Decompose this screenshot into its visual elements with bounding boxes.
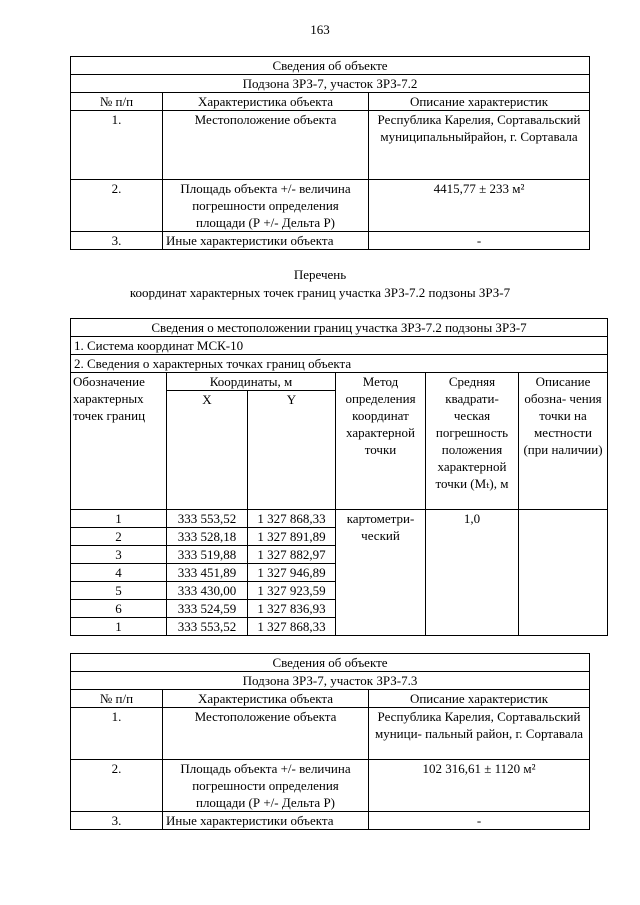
page-number: 163 bbox=[310, 22, 330, 37]
point-number: 4 bbox=[71, 564, 167, 582]
row-characteristic: Площадь объекта +/- величина погрешности определения площади (Р +/- Дельта Р) bbox=[163, 180, 369, 232]
method-value: картометри- ческий bbox=[336, 510, 426, 636]
table-row bbox=[71, 180, 590, 232]
header-number: № п/п bbox=[71, 690, 163, 708]
row-description: 4415,77 ± 233 м² bbox=[369, 180, 590, 232]
point-number: 1 bbox=[71, 510, 167, 528]
row-number: 3. bbox=[71, 812, 163, 830]
description-value bbox=[519, 510, 608, 636]
table-row bbox=[71, 708, 590, 760]
row-description: Республика Карелия, Сортавальский муници- пальный район, г. Сортавала bbox=[369, 708, 590, 760]
coordinates-title: Сведения о местоположении границ участка ЗРЗ-7.2 подзоны ЗРЗ-7 bbox=[71, 319, 608, 337]
list-title bbox=[0, 266, 640, 302]
row-characteristic: Площадь объекта +/- величина погрешности определения площади (Р +/- Дельта Р) bbox=[163, 760, 369, 812]
point-y: 1 327 923,59 bbox=[248, 582, 336, 600]
point-y: 1 327 868,33 bbox=[248, 618, 336, 636]
row-number: 2. bbox=[71, 760, 163, 812]
table-title: Сведения об объекте bbox=[71, 654, 590, 672]
point-x: 333 553,52 bbox=[167, 510, 248, 528]
point-x: 333 451,89 bbox=[167, 564, 248, 582]
point-x: 333 528,18 bbox=[167, 528, 248, 546]
coordinate-system: 1. Система координат МСК-10 bbox=[71, 337, 608, 355]
table-subtitle: Подзона ЗРЗ-7, участок ЗРЗ-7.2 bbox=[71, 75, 590, 93]
table-row bbox=[71, 111, 590, 180]
point-x: 333 519,88 bbox=[167, 546, 248, 564]
header-coordinates: Координаты, м bbox=[167, 373, 336, 391]
point-number: 3 bbox=[71, 546, 167, 564]
point-y: 1 327 868,33 bbox=[248, 510, 336, 528]
object-info-table-1 bbox=[70, 56, 590, 250]
row-characteristic: Иные характеристики объекта bbox=[163, 812, 369, 830]
row-description: - bbox=[369, 232, 590, 250]
header-point-designation: Обозначение характерных точек границ bbox=[71, 373, 167, 510]
error-value: 1,0 bbox=[426, 510, 519, 636]
header-description: Описание характеристик bbox=[369, 690, 590, 708]
point-x: 333 553,52 bbox=[167, 618, 248, 636]
point-number: 5 bbox=[71, 582, 167, 600]
header-method: Метод определения координат характерной точки bbox=[336, 373, 426, 510]
row-characteristic: Местоположение объекта bbox=[163, 111, 369, 180]
row-number: 3. bbox=[71, 232, 163, 250]
list-title-line-2: координат характерных точек границ участка ЗРЗ-7.2 подзоны ЗРЗ-7 bbox=[129, 285, 511, 300]
table-title: Сведения об объекте bbox=[71, 57, 590, 75]
points-section-title: 2. Сведения о характерных точках границ объекта bbox=[71, 355, 608, 373]
header-description: Описание характеристик bbox=[369, 93, 590, 111]
point-y: 1 327 891,89 bbox=[248, 528, 336, 546]
row-number: 2. bbox=[71, 180, 163, 232]
point-number: 6 bbox=[71, 600, 167, 618]
header-characteristic: Характеристика объекта bbox=[163, 690, 369, 708]
header-point-description: Описание обозна- чения точки на местности (при наличии) bbox=[519, 373, 608, 510]
point-x: 333 430,00 bbox=[167, 582, 248, 600]
point-y: 1 327 836,93 bbox=[248, 600, 336, 618]
row-characteristic: Местоположение объекта bbox=[163, 708, 369, 760]
table-subtitle: Подзона ЗРЗ-7, участок ЗРЗ-7.3 bbox=[71, 672, 590, 690]
table-row bbox=[71, 232, 590, 250]
header-x: X bbox=[167, 391, 248, 510]
row-description: Республика Карелия, Сортавальский муниципальныйрайон, г. Сортавала bbox=[369, 111, 590, 180]
row-description: 102 316,61 ± 1120 м² bbox=[369, 760, 590, 812]
point-y: 1 327 882,97 bbox=[248, 546, 336, 564]
header-error: Средняя квадрати- ческая погрешность положения характерной точки (Mₜ), м bbox=[426, 373, 519, 510]
table-row bbox=[71, 812, 590, 830]
row-characteristic: Иные характеристики объекта bbox=[163, 232, 369, 250]
object-info-table-2 bbox=[70, 653, 590, 830]
row-description: - bbox=[369, 812, 590, 830]
row-number: 1. bbox=[71, 708, 163, 760]
table-row bbox=[71, 510, 608, 528]
point-number: 2 bbox=[71, 528, 167, 546]
table-row bbox=[71, 760, 590, 812]
header-number: № п/п bbox=[71, 93, 163, 111]
coordinates-table bbox=[70, 318, 608, 636]
list-title-line-1: Перечень bbox=[293, 267, 347, 282]
point-number: 1 bbox=[71, 618, 167, 636]
row-number: 1. bbox=[71, 111, 163, 180]
point-y: 1 327 946,89 bbox=[248, 564, 336, 582]
header-characteristic: Характеристика объекта bbox=[163, 93, 369, 111]
header-y: Y bbox=[248, 391, 336, 510]
point-x: 333 524,59 bbox=[167, 600, 248, 618]
